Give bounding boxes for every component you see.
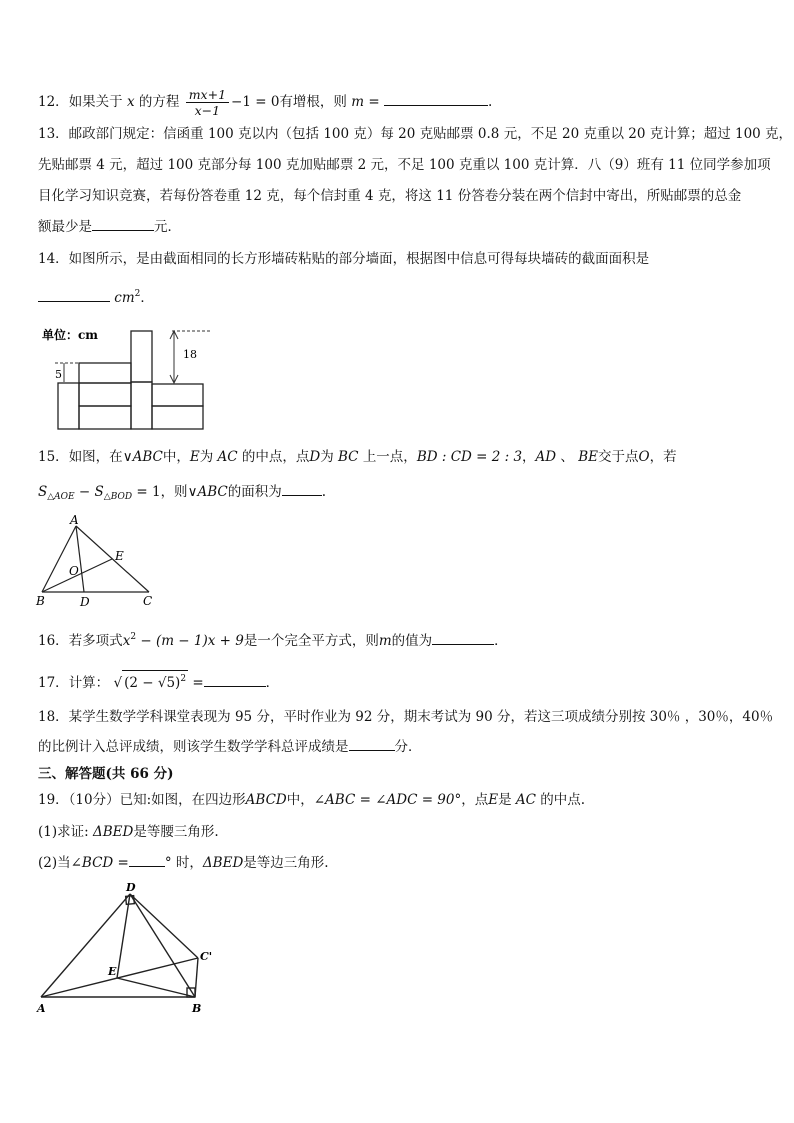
label-c: C [143, 594, 153, 608]
text: 为 [199, 449, 214, 465]
text: 的中点，点 [241, 449, 310, 465]
superscript: 2 [180, 674, 187, 684]
question-14-line-1: 14．如图所示，是由截面相同的长方形墙砖粘贴的部分墙面，根据图中信息可得每块墙砖的截面面积是 [38, 251, 650, 267]
math-text: ∠BCD = [70, 855, 129, 871]
question-number: 12． [38, 94, 69, 110]
math-text: = [188, 675, 204, 691]
question-12 [38, 87, 492, 118]
text: ． [140, 290, 154, 306]
text: 19．（10分）已知:如图，在四边形 [38, 792, 246, 808]
math-var: AD [535, 449, 557, 465]
label-b: B [36, 594, 45, 608]
tile [131, 331, 152, 382]
dimension-5: 5 [55, 368, 62, 381]
sqrt-sign: √ [113, 675, 123, 691]
text: 的比例计入总评成绩，则该学生数学学科总评成绩是 [38, 739, 349, 755]
question-19-part-1 [38, 822, 219, 842]
tiles [58, 331, 203, 429]
unit-text: cm [114, 290, 135, 306]
text: ， [522, 449, 536, 465]
math-var: S [94, 484, 104, 500]
label-o: O [69, 564, 79, 578]
math-var: AC [515, 792, 536, 808]
side-ab [42, 526, 76, 592]
answer-blank[interactable] [38, 289, 110, 302]
text: 是一个完全平方式，则 [243, 633, 379, 649]
question-16 [38, 627, 508, 651]
question-15-line-1 [38, 447, 677, 467]
segment-ad [76, 526, 84, 592]
side-ad [41, 894, 130, 997]
text: 是 [498, 792, 512, 808]
math-text: = 1 [132, 484, 161, 500]
tile [152, 384, 203, 406]
text: 是等腰三角形. [133, 824, 219, 840]
text: 的方程 [138, 94, 180, 110]
math-text: ΔBED [92, 824, 134, 840]
text: 为 [320, 449, 334, 465]
section-heading: 三、解答题(共 66 分) [38, 766, 174, 782]
math-text: ∨ABC [122, 449, 163, 465]
text: 额最少是 [38, 219, 92, 235]
question-13-line-3: 目化学习知识竞赛，若每份答卷重 12 克，每个信封重 4 克，将这 11 份答卷分装在两个信封中寄出，所贴邮票的总金 [38, 188, 742, 204]
question-18-line-1: 18．某学生数学学科课堂表现为 95 分，平时作业为 92 分，期末考试为 90 分，若这三项成绩分别按 30％ ，30％，40％ [38, 709, 774, 725]
text: 上一点， [362, 449, 417, 465]
text: . [321, 484, 326, 500]
subscript: △AOE [47, 492, 75, 502]
question-number: 16． [38, 633, 69, 649]
answer-blank[interactable] [349, 738, 395, 751]
answer-blank[interactable] [282, 483, 322, 496]
answer-blank[interactable] [92, 218, 154, 231]
text: 中， [162, 449, 190, 465]
quadrilateral-abcd-figure [32, 880, 222, 1020]
tile [152, 406, 203, 429]
math-var: O [638, 449, 650, 465]
math-var: ABCD [245, 792, 287, 808]
question-14-line-2 [38, 284, 154, 308]
question-number: 17． [38, 675, 69, 691]
math-var: m [378, 633, 392, 649]
math-var: S [38, 484, 48, 500]
question-13-line-2: 先贴邮票 4 元，超过 100 克部分每 100 克加贴邮票 2 元，不足 100 克重以 100 克计算．八（9）班有 11 位同学参加项 [38, 157, 771, 173]
question-15-line-2 [38, 482, 326, 507]
label-b: B [192, 1002, 202, 1015]
side-ac [76, 526, 149, 592]
text: 如图，在 [68, 449, 123, 465]
fraction [186, 87, 229, 118]
answer-blank[interactable] [204, 674, 266, 687]
math-text: (2 − √5) [124, 675, 181, 691]
question-13-line-4 [38, 217, 181, 237]
question-18-line-2 [38, 737, 422, 757]
question-13-line-1: 13．邮政部门规定：信函重 100 克以内（包括 100 克）每 20 克贴邮票 0.8 元，不足 20 克重以 20 克计算；超过 100 克， [38, 126, 793, 142]
text: ，点 [461, 792, 489, 808]
tile [58, 383, 79, 429]
label-e: E [108, 965, 117, 978]
math-text: − [74, 484, 95, 500]
answer-blank[interactable] [432, 632, 494, 645]
text: . [487, 94, 493, 110]
text: 分． [394, 739, 422, 755]
label-a: A [37, 1002, 46, 1015]
question-17 [38, 670, 279, 693]
math-var: x [126, 94, 135, 110]
text: 的面积为 [227, 484, 282, 500]
math-var: E [488, 792, 499, 808]
sqrt-radicand [122, 670, 188, 691]
segment-eb [117, 978, 195, 997]
math-var: x [122, 633, 131, 649]
text: 计算： [68, 675, 110, 691]
answer-blank[interactable] [384, 93, 488, 106]
text: 中， [286, 792, 314, 808]
text: 是等边三角形. [243, 855, 329, 871]
tile [79, 383, 131, 406]
text: = [364, 94, 384, 110]
wall-tile-figure [40, 323, 220, 433]
label-d: D [126, 881, 136, 894]
superscript: 2 [134, 289, 141, 299]
superscript: 2 [130, 632, 137, 642]
text: 若多项式 [68, 633, 123, 649]
text: 的中点. [540, 792, 586, 808]
question-19-part-2 [38, 853, 329, 873]
answer-blank[interactable] [129, 854, 165, 867]
math-var: AC [217, 449, 238, 465]
label-a: A [70, 514, 79, 527]
text: ． [494, 633, 508, 649]
math-var: BE [578, 449, 598, 465]
math-var: D [309, 449, 321, 465]
tile [131, 382, 152, 429]
dimension-18: 18 [183, 348, 197, 361]
text: 交于点 [598, 449, 639, 465]
text: ，则 [160, 484, 188, 500]
math-text: − (m − 1)x + 9 [136, 633, 244, 649]
math-text: ∨ABC [187, 484, 228, 500]
math-text: BD : CD = 2 : 3 [416, 449, 523, 465]
text: ° 时， [164, 855, 203, 871]
label-e: E [115, 549, 124, 563]
subscript: △BOD [103, 492, 133, 502]
tile [79, 363, 131, 383]
tile [79, 406, 131, 429]
text: ，若 [649, 449, 677, 465]
text: (2)当 [38, 855, 71, 871]
label-c: C' [200, 950, 213, 963]
text: ． [265, 675, 280, 691]
text: 元． [154, 219, 181, 235]
fraction-denominator: x−1 [194, 103, 221, 118]
triangle-abc-figure [34, 514, 159, 609]
math-text: −1 = 0 [231, 94, 280, 110]
fraction-numerator: mx+1 [186, 87, 229, 103]
math-var: m [351, 94, 365, 110]
math-var: E [189, 449, 200, 465]
text: 的值为 [391, 633, 433, 649]
question-number: 15． [38, 449, 69, 465]
text: 、 [556, 449, 574, 465]
text: (1)求证: [38, 824, 93, 840]
math-text: ∠ABC = ∠ADC = 90° [313, 792, 462, 808]
text: 有增根，则 [279, 94, 347, 110]
math-var: BC [338, 449, 359, 465]
text: 如果关于 [68, 94, 123, 110]
figure-unit-label: 单位：cm [42, 328, 99, 342]
math-text: ΔBED [202, 855, 244, 871]
question-19-line-1 [38, 790, 585, 810]
label-d: D [80, 595, 90, 609]
